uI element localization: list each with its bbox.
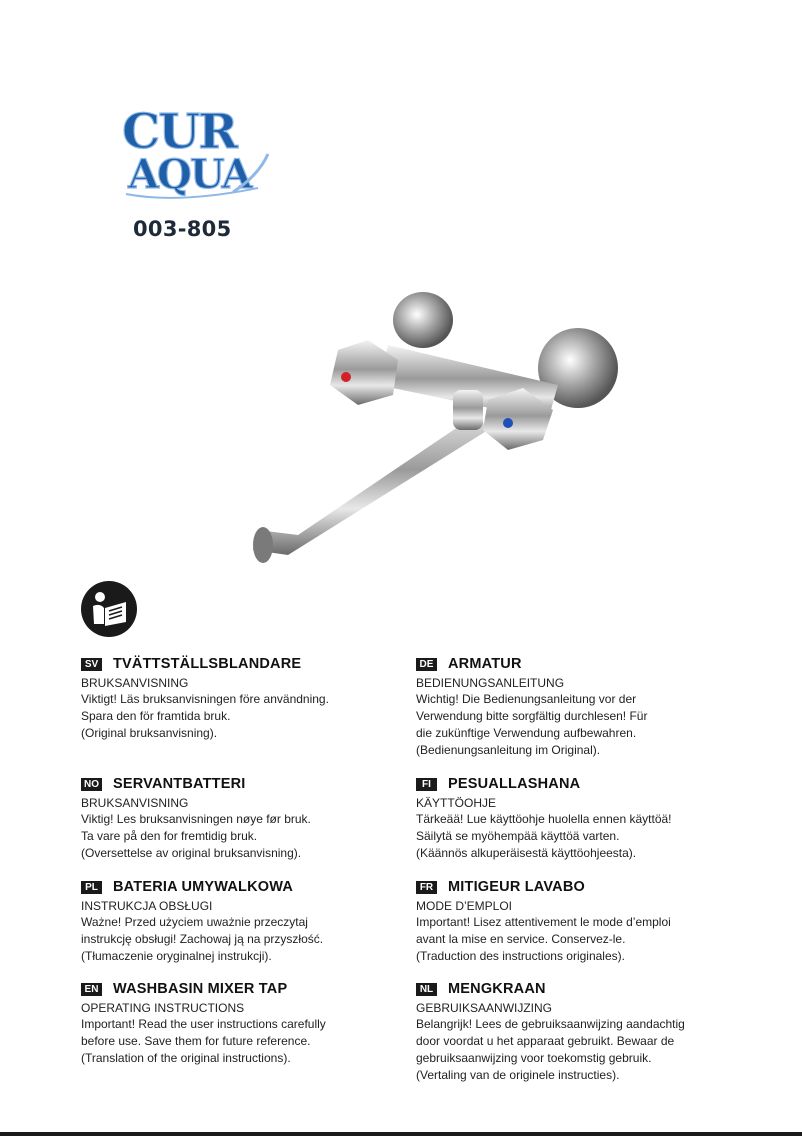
brand-logo-line2: AQUA (128, 151, 251, 198)
lang-badge: DE (416, 658, 437, 671)
section-subtitle: BRUKSANVISNING (81, 676, 189, 690)
section-en (81, 980, 411, 1067)
section-no (81, 775, 411, 862)
section-subtitle: MODE D’EMPLOI (416, 899, 513, 913)
section-title: PESUALLASHANA (448, 776, 581, 792)
section-text-line: (Tłumaczenie oryginalnej instrukcji). (81, 949, 272, 963)
section-text-line: (Vertaling van de originele instructies). (416, 1068, 620, 1082)
lang-badge: EN (81, 983, 102, 996)
section-subtitle: KÄYTTÖOHJE (416, 796, 497, 810)
section-text-line: gebruiksaanwijzing voor toekomstig gebruik. (416, 1051, 652, 1065)
section-text-line: Säilytä se myöhempää käyttöä varten. (416, 829, 620, 843)
section-title: ARMATUR (448, 656, 522, 672)
section-pl (81, 878, 411, 965)
section-fr (416, 878, 746, 965)
section-subtitle: GEBRUIKSAANWIJZING (416, 1001, 553, 1015)
section-subtitle: INSTRUKCJA OBSŁUGI (81, 899, 213, 913)
section-text-line: (Translation of the original instructions). (81, 1051, 291, 1065)
section-title: TVÄTTSTÄLLSBLANDARE (113, 656, 302, 672)
section-title: BATERIA UMYWALKOWA (113, 879, 294, 895)
section-text-line: before use. Save them for future reference. (81, 1034, 311, 1048)
section-nl (416, 980, 746, 1084)
section-text-line: (Traduction des instructions originales). (416, 949, 625, 963)
section-text-line: (Bedienungsanleitung im Original). (416, 743, 601, 757)
lang-badge: FI (416, 778, 437, 791)
model-number: 003-805 (133, 217, 232, 241)
section-text-line: Tärkeää! Lue käyttöohje huolella ennen käyttöä! (416, 812, 672, 826)
lang-badge: NO (81, 778, 102, 791)
section-text-line: Important! Read the user instructions carefully (81, 1017, 326, 1031)
lang-badge: SV (81, 658, 102, 671)
section-title: SERVANTBATTERI (113, 776, 246, 792)
page-bottom-border (0, 1132, 802, 1136)
section-text-line: Belangrijk! Lees de gebruiksaanwijzing aandachtig (416, 1017, 685, 1031)
section-text-line: (Käännös alkuperäisestä käyttöohjeesta). (416, 846, 637, 860)
section-title: MENGKRAAN (448, 981, 546, 997)
section-text-line: instrukcję obsługi! Zachowaj ją na przyszłość. (81, 932, 324, 946)
brand-logo-line1: CUR (122, 104, 236, 160)
section-text-line: Viktigt! Läs bruksanvisningen före användning. (81, 692, 329, 706)
lang-badge: PL (81, 881, 102, 894)
section-subtitle: BRUKSANVISNING (81, 796, 189, 810)
section-fi (416, 775, 746, 862)
brand-logo (118, 96, 278, 206)
section-text-line: (Original bruksanvisning). (81, 726, 218, 740)
section-text-line: die zukünftige Verwendung aufbewahren. (416, 726, 637, 740)
section-subtitle: BEDIENUNGSANLEITUNG (416, 676, 565, 690)
read-manual-icon (80, 580, 138, 638)
section-text-line: Spara den för framtida bruk. (81, 709, 231, 723)
section-text-line: (Oversettelse av original bruksanvisning). (81, 846, 302, 860)
section-text-line: Ważne! Przed użyciem uważnie przeczytaj (81, 915, 308, 929)
section-de (416, 655, 746, 759)
section-title: MITIGEUR LAVABO (448, 879, 585, 895)
section-title: WASHBASIN MIXER TAP (113, 981, 288, 997)
section-text-line: Viktig! Les bruksanvisningen nøye før bruk. (81, 812, 311, 826)
section-text-line: Important! Lisez attentivement le mode d’emploi (416, 915, 671, 929)
section-sv (81, 655, 411, 742)
lang-badge: FR (416, 881, 437, 894)
section-text-line: door voordat u het apparaat gebruikt. Bewaar de (416, 1034, 675, 1048)
section-subtitle: OPERATING INSTRUCTIONS (81, 1001, 245, 1015)
product-image (238, 290, 628, 580)
section-text-line: avant la mise en service. Conservez-le. (416, 932, 626, 946)
section-text-line: Wichtig! Die Bedienungsanleitung vor der (416, 692, 637, 706)
lang-badge: NL (416, 983, 437, 996)
section-text-line: Verwendung bitte sorgfältig durchlesen! Für (416, 709, 648, 723)
section-text-line: Ta vare på den for fremtidig bruk. (81, 829, 258, 843)
